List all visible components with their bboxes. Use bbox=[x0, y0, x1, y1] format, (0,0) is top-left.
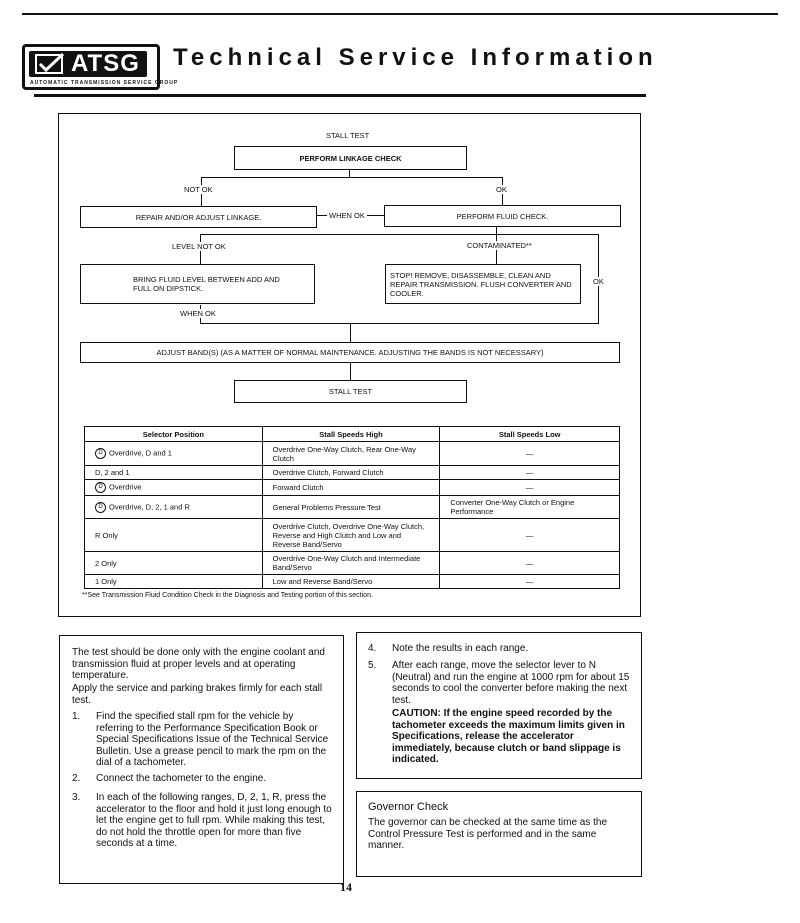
table-header-row bbox=[85, 427, 620, 442]
table-row bbox=[85, 575, 620, 589]
flow-line bbox=[200, 234, 599, 235]
table-row bbox=[85, 480, 620, 496]
flow-repair-linkage-box bbox=[80, 206, 317, 228]
flow-adjust-bands-text: ADJUST BAND(S) (AS A MATTER OF NORMAL MAINTENANCE. ADJUSTING THE BANDS IS NOT NECESSARY) bbox=[156, 348, 544, 357]
step-number: 2. bbox=[72, 773, 81, 784]
flow-bring-fluid-box bbox=[80, 264, 315, 304]
flow-stall-test-label: STALL TEST bbox=[326, 131, 370, 140]
step-number: 5. bbox=[368, 660, 377, 671]
flow-ok-label: OK bbox=[496, 185, 507, 194]
selector-position-text: Overdrive, D and 1 bbox=[109, 448, 172, 458]
flow-stall-test-text: STALL TEST bbox=[328, 387, 373, 396]
flow-perform-linkage-box bbox=[234, 146, 467, 170]
top-rule bbox=[22, 13, 778, 15]
flow-not-ok-label: NOT OK bbox=[184, 185, 213, 194]
table-row bbox=[85, 519, 620, 552]
flow-ok-side-label: OK bbox=[593, 277, 604, 286]
step-text: Find the specified stall rpm for the vehicle by referring to the Performance Specification Book or Special Specifications Issue of the Technical Service Bulletin. Use a grease pencil to mark the rpm on the dial of a tachometer. bbox=[96, 711, 329, 768]
stall-high-cell: Overdrive Clutch, Overdrive One-Way Clutch, Reverse and High Clutch and Low and Reverse Band/Servo bbox=[262, 519, 440, 552]
table-row bbox=[85, 442, 620, 466]
step-text: In each of the following ranges, D, 2, 1, R, press the accelerator to the floor and hold it just long enough to let the engine get to full rpm. While making this test, do not hold the throttle open for more than five seconds at a time. bbox=[96, 792, 332, 849]
selector-position-text: 1 Only bbox=[95, 577, 117, 586]
table-row bbox=[85, 466, 620, 480]
table-footnote: **See Transmission Fluid Condition Check in the Diagnosis and Testing portion of this section. bbox=[82, 592, 373, 599]
step-text: After each range, move the selector lever to N (Neutral) and run the engine at 1000 rpm for about 15 seconds to cool the converter before making the next test. bbox=[392, 660, 630, 706]
stall-low-cell: — bbox=[440, 519, 620, 552]
logo-text: ATSG bbox=[71, 50, 140, 77]
selector-position-text: 2 Only bbox=[95, 558, 117, 568]
selector-position-cell bbox=[85, 519, 263, 552]
table-row bbox=[85, 552, 620, 575]
stall-high-cell: Overdrive Clutch, Forward Clutch bbox=[262, 466, 440, 480]
table-row bbox=[85, 496, 620, 519]
governor-text: The governor can be checked at the same time as the Control Pressure Test is performed and in the same manner. bbox=[368, 817, 608, 851]
table-header-cell: Stall Speeds High bbox=[262, 427, 440, 442]
selector-position-text: Overdrive bbox=[109, 482, 142, 492]
stall-low-cell: — bbox=[440, 466, 620, 480]
overdrive-circle-icon: D bbox=[95, 502, 106, 513]
flow-contaminated-label: CONTAMINATED** bbox=[467, 241, 532, 250]
overdrive-circle-icon: D bbox=[95, 448, 106, 459]
selector-position-cell bbox=[85, 480, 263, 496]
flow-line bbox=[350, 362, 351, 380]
step-number: 3. bbox=[72, 792, 81, 803]
stall-low-cell: — bbox=[440, 575, 620, 589]
flow-stop-remove-text: STOP! REMOVE, DISASSEMBLE, CLEAN AND REPAIR TRANSMISSION. FLUSH CONVERTER AND COOLER. bbox=[390, 270, 572, 298]
flow-stop-remove-box bbox=[385, 264, 581, 304]
checkmark-icon bbox=[35, 53, 65, 75]
stall-low-cell: Converter One-Way Clutch or Engine Performance bbox=[440, 496, 620, 519]
logo-badge bbox=[29, 51, 147, 77]
selector-position-text: D, 2 and 1 bbox=[95, 468, 130, 477]
stall-low-cell: — bbox=[440, 480, 620, 496]
apply-brakes-paragraph: Apply the service and parking brakes firmly for each stall test. bbox=[72, 683, 323, 706]
step-number: 1. bbox=[72, 711, 81, 722]
flow-repair-linkage-text: REPAIR AND/OR ADJUST LINKAGE. bbox=[135, 212, 262, 222]
flow-when-ok-2-label: WHEN OK bbox=[180, 309, 216, 318]
flow-when-ok-label: WHEN OK bbox=[329, 211, 365, 220]
step-text: Note the results in each range. bbox=[392, 643, 529, 654]
step-text: Connect the tachometer to the engine. bbox=[96, 773, 267, 784]
table-header-cell: Selector Position bbox=[85, 427, 263, 442]
header-rule bbox=[34, 94, 646, 97]
logo-arc-text: AUTOMATIC TRANSMISSION SERVICE GROUP bbox=[30, 80, 179, 86]
stall-speed-table bbox=[84, 426, 620, 589]
stall-high-cell: Overdrive One-Way Clutch and Intermediate Band/Servo bbox=[262, 552, 440, 575]
flow-perform-fluid-box bbox=[384, 205, 621, 227]
governor-title: Governor Check bbox=[368, 801, 449, 813]
flow-line bbox=[349, 169, 350, 177]
table-header-cell: Stall Speeds Low bbox=[440, 427, 620, 442]
selector-position-cell bbox=[85, 466, 263, 480]
selector-position-cell bbox=[85, 552, 263, 575]
caution-text: CAUTION: If the engine speed recorded by the tachometer exceeds the maximum limits given in Specifications, release the accelerator immediately, because clutch or band slippage is indicated. bbox=[392, 708, 625, 765]
stall-high-cell: General Problems Pressure Test bbox=[262, 496, 440, 519]
overdrive-circle-icon: D bbox=[95, 482, 106, 493]
flow-line bbox=[200, 323, 599, 324]
flow-line bbox=[350, 323, 351, 342]
selector-position-text: R Only bbox=[95, 530, 118, 540]
flow-adjust-bands-box bbox=[80, 342, 620, 363]
stall-high-cell: Overdrive One-Way Clutch, Rear One-Way Clutch bbox=[262, 442, 440, 466]
flow-perform-linkage-text: PERFORM LINKAGE CHECK bbox=[299, 153, 402, 163]
selector-position-text: Overdrive, D, 2, 1 and R bbox=[109, 501, 190, 511]
selector-position-cell bbox=[85, 496, 263, 519]
stall-low-cell: — bbox=[440, 442, 620, 466]
intro-paragraph: The test should be done only with the engine coolant and transmission fluid at proper levels and at operating temperature. bbox=[72, 647, 325, 681]
stall-high-cell: Low and Reverse Band/Servo bbox=[262, 575, 440, 589]
flow-level-not-ok-label: LEVEL NOT OK bbox=[172, 242, 226, 251]
page-title: Technical Service Information bbox=[173, 44, 658, 71]
flow-line bbox=[201, 177, 502, 178]
stall-low-cell: — bbox=[440, 552, 620, 575]
flow-stall-test-box bbox=[234, 380, 467, 403]
stall-high-cell: Forward Clutch bbox=[262, 480, 440, 496]
step-number: 4. bbox=[368, 643, 377, 654]
selector-position-cell bbox=[85, 575, 263, 589]
selector-position-cell bbox=[85, 442, 263, 466]
page-number: 14 bbox=[340, 880, 352, 894]
flow-perform-fluid-text: PERFORM FLUID CHECK. bbox=[456, 211, 549, 221]
flow-bring-fluid-text: BRING FLUID LEVEL BETWEEN ADD AND FULL ON DIPSTICK. bbox=[133, 275, 280, 293]
